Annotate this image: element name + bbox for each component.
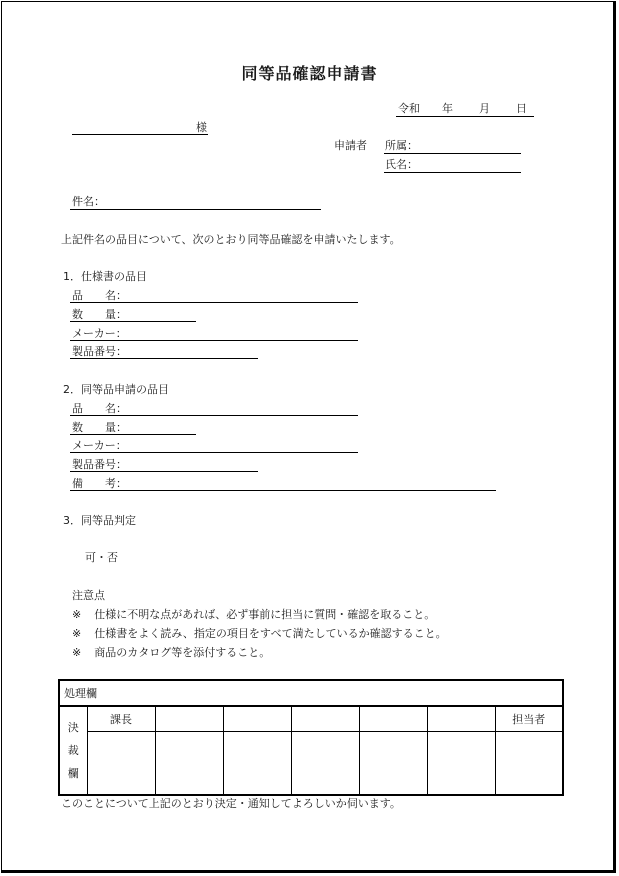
kessai-char: 裁 <box>67 744 79 757</box>
kessai-char: 決 <box>67 721 79 734</box>
name-field[interactable] <box>384 172 521 173</box>
note-text: 商品のカタログ等を添付すること。 <box>94 646 271 659</box>
person-in-charge-label: 担当者 <box>495 706 563 732</box>
section3-heading: 3．同等品判定 <box>63 514 136 527</box>
recipient-underline <box>72 134 208 135</box>
s1-product-name-label: 品 名： <box>72 289 127 302</box>
stamp-cell[interactable] <box>87 732 155 796</box>
footer-text: このことについて上記のとおり決定・通知してよろしいか伺います。 <box>61 797 401 810</box>
date-underline <box>396 116 534 117</box>
section-chief-label: 課長 <box>87 706 155 732</box>
approver-label-cell <box>359 706 427 732</box>
name-label: 氏名： <box>385 158 418 171</box>
date-year: 年 <box>442 102 453 115</box>
affiliation-field[interactable] <box>384 153 521 154</box>
s1-quantity-field[interactable] <box>70 321 196 322</box>
s1-product-name-field[interactable] <box>70 302 358 303</box>
processing-table <box>58 679 564 796</box>
stamp-cell[interactable] <box>291 732 359 796</box>
s1-maker-label: メーカー： <box>72 327 127 340</box>
s2-product-number-field[interactable] <box>70 471 258 472</box>
note-item <box>72 646 270 660</box>
date-day: 日 <box>516 102 527 115</box>
s2-maker-field[interactable] <box>70 452 358 453</box>
s2-product-number-label: 製品番号： <box>72 458 127 471</box>
note-text: 仕様書をよく読み、指定の項目をすべて満たしているか確認すること。 <box>94 627 447 640</box>
kessai-label <box>59 706 87 795</box>
s2-product-name-label: 品 名： <box>72 402 127 415</box>
stamp-cell[interactable] <box>495 732 563 796</box>
date-month: 月 <box>479 102 490 115</box>
note-mark: ※ <box>72 608 82 621</box>
s1-product-number-field[interactable] <box>70 358 258 359</box>
approver-label-cell <box>427 706 495 732</box>
applicant-label: 申請者 <box>334 139 367 152</box>
note-mark: ※ <box>72 627 82 640</box>
section2-heading: 2．同等品申請の品目 <box>63 383 169 396</box>
recipient-suffix: 様 <box>196 121 207 134</box>
approver-label-cell <box>291 706 359 732</box>
stamp-cell[interactable] <box>155 732 223 796</box>
s2-remarks-field[interactable] <box>70 490 496 491</box>
s1-maker-field[interactable] <box>70 340 358 341</box>
s2-quantity-label: 数 量： <box>72 421 127 434</box>
s2-maker-label: メーカー： <box>72 439 127 452</box>
subject-label: 件名： <box>72 195 105 208</box>
stamp-cell[interactable] <box>427 732 495 796</box>
notes-heading: 注意点 <box>72 589 105 602</box>
stamp-cell[interactable] <box>223 732 291 796</box>
note-item <box>72 608 435 622</box>
intro-text: 上記件名の品目について、次のとおり同等品確認を申請いたします。 <box>61 233 401 246</box>
s2-product-name-field[interactable] <box>70 415 358 416</box>
note-mark: ※ <box>72 646 82 659</box>
subject-field[interactable] <box>70 209 321 210</box>
note-text: 仕様に不明な点があれば、必ず事前に担当に質問・確認を取ること。 <box>94 608 436 621</box>
processing-header: 処理欄 <box>59 680 563 706</box>
approver-label-cell <box>223 706 291 732</box>
affiliation-label: 所属： <box>385 139 418 152</box>
s1-quantity-label: 数 量： <box>72 308 127 321</box>
document-title: 同等品確認申請書 <box>241 64 378 83</box>
judgement-options[interactable]: 可・否 <box>85 551 118 564</box>
stamp-cell[interactable] <box>359 732 427 796</box>
approver-label-cell <box>155 706 223 732</box>
note-item <box>72 627 447 641</box>
date-line <box>398 102 527 116</box>
s2-quantity-field[interactable] <box>70 434 196 435</box>
date-era: 令和 <box>398 102 420 115</box>
s1-product-number-label: 製品番号： <box>72 345 127 358</box>
kessai-char: 欄 <box>67 767 79 780</box>
section1-heading: 1．仕様書の品目 <box>63 270 147 283</box>
s2-remarks-label: 備 考： <box>72 477 127 490</box>
